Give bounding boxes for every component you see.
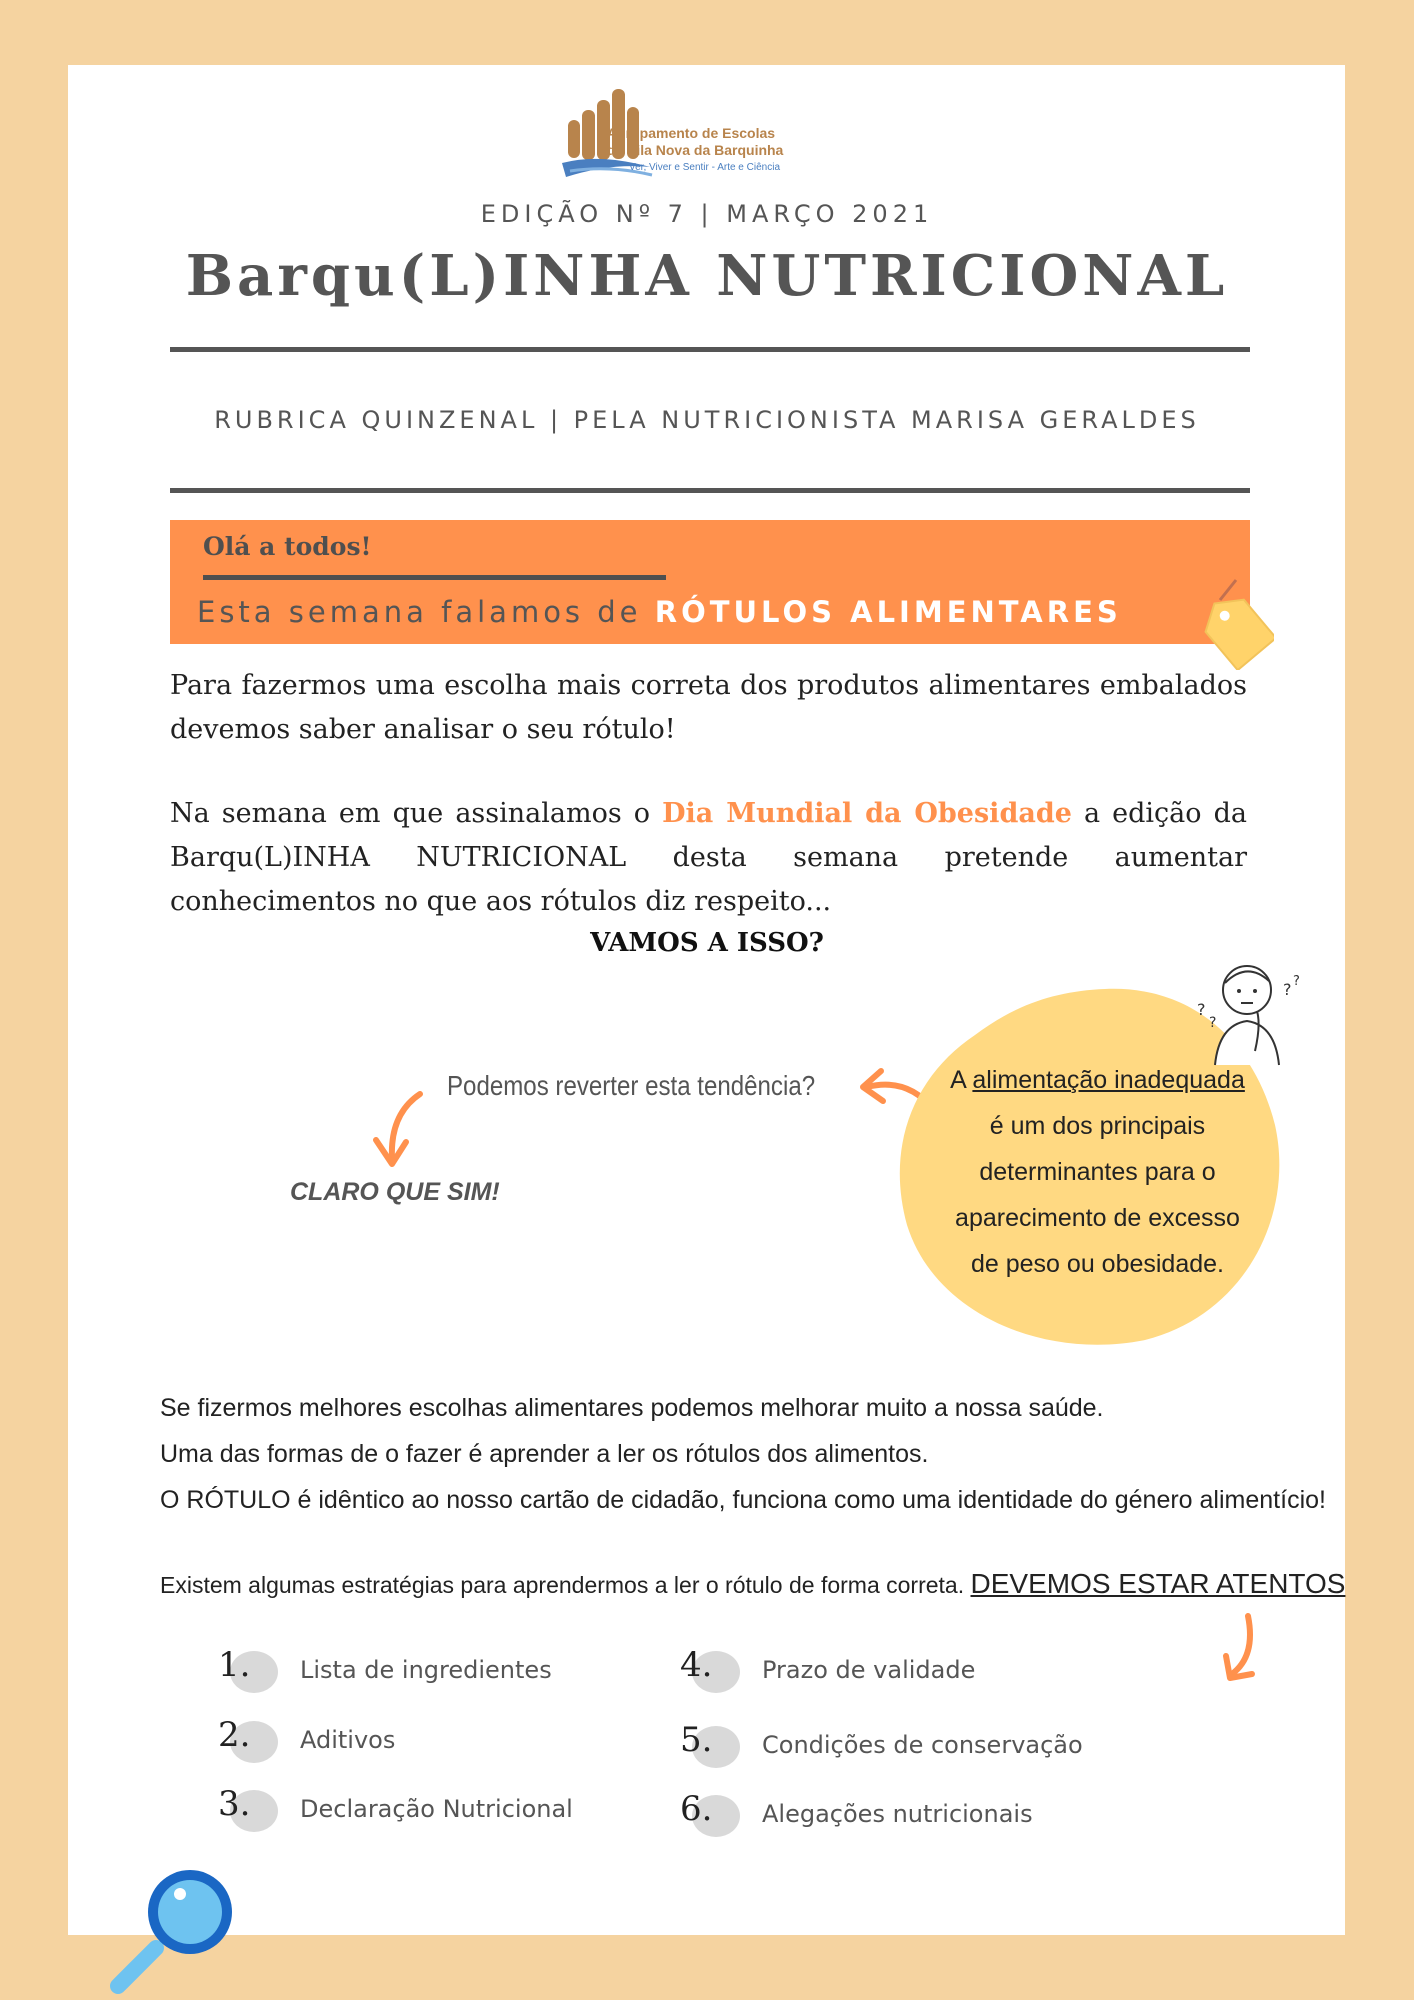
body-line-3: O RÓTULO é idêntico ao nosso cartão de cidadão, funciona como uma identidade do género alimentício! bbox=[160, 1486, 1326, 1514]
blob-underlined: alimentação inadequada bbox=[972, 1066, 1245, 1094]
svg-text:?: ? bbox=[1209, 1015, 1217, 1031]
list-item bbox=[680, 1720, 1083, 1770]
list-label: Prazo de validade bbox=[762, 1656, 976, 1684]
thinking-person-icon bbox=[1195, 955, 1305, 1095]
school-logo-text bbox=[607, 125, 783, 176]
intro-p2-end: a edição da Barqu(L)INHA NUTRICIONAL desta semana pretende aumentar conhecimentos no que aos rótulos diz respeito... bbox=[170, 798, 1247, 917]
list-item bbox=[218, 1784, 573, 1834]
list-number-badge bbox=[680, 1645, 760, 1695]
call-to-action: VAMOS A ISSO? bbox=[590, 928, 824, 958]
curved-arrow-down-icon bbox=[368, 1088, 428, 1170]
list-label: Alegações nutricionais bbox=[762, 1800, 1033, 1828]
price-tag-icon bbox=[1196, 578, 1274, 670]
list-label: Condições de conservação bbox=[762, 1731, 1083, 1759]
list-number-badge bbox=[218, 1784, 298, 1834]
banner-underline bbox=[203, 575, 666, 580]
list-label: Aditivos bbox=[300, 1726, 396, 1754]
list-item bbox=[218, 1645, 552, 1695]
body-line-2: Uma das formas de o fazer é aprender a ler os rótulos dos alimentos. bbox=[160, 1440, 929, 1468]
intro-paragraph-2 bbox=[170, 792, 1247, 924]
svg-text:?: ? bbox=[1293, 974, 1300, 989]
strategies-line bbox=[160, 1568, 1345, 1600]
newsletter-title: Barqu(L)INHA NUTRICIONAL bbox=[185, 243, 1229, 309]
body-line-1: Se fizermos melhores escolhas alimentares podemos melhorar muito a nossa saúde. bbox=[160, 1394, 1104, 1422]
intro-p2-start: Na semana em que assinalamos o bbox=[170, 798, 663, 829]
strategies-emphasis: DEVEMOS ESTAR ATENTOS bbox=[970, 1568, 1346, 1599]
list-number: 1. bbox=[218, 1645, 251, 1685]
list-number: 4. bbox=[680, 1645, 713, 1685]
blob-prefix: A bbox=[950, 1066, 973, 1094]
banner-subtitle-highlight: RÓTULOS ALIMENTARES bbox=[654, 595, 1122, 629]
top-divider bbox=[170, 347, 1250, 352]
list-item bbox=[218, 1715, 395, 1765]
list-label: Declaração Nutricional bbox=[300, 1795, 573, 1823]
question-text: Podemos reverter esta tendência? bbox=[447, 1070, 816, 1101]
intro-paragraph-1: Para fazermos uma escolha mais correta dos produtos alimentares embalados devemos saber analisar o seu rótulo! bbox=[170, 670, 1247, 745]
bottom-divider bbox=[170, 488, 1250, 493]
list-item bbox=[680, 1789, 1033, 1839]
body-text bbox=[160, 1385, 1326, 1523]
list-number: 6. bbox=[680, 1789, 713, 1829]
logo-line2: de Vila Nova da Barquinha bbox=[607, 142, 784, 158]
logo-line1: Agrupamento de Escolas bbox=[607, 125, 776, 141]
logo-tagline: Ver, Viver e Sentir - Arte e Ciência bbox=[629, 162, 781, 173]
rubric-line: RUBRICA QUINZENAL | PELA NUTRICIONISTA MARISA GERALDES bbox=[214, 406, 1200, 434]
obesity-day-highlight: Dia Mundial da Obesidade bbox=[662, 798, 1072, 829]
list-item bbox=[680, 1645, 975, 1695]
magnifying-glass-icon bbox=[108, 1860, 243, 1995]
list-number-badge bbox=[218, 1715, 298, 1765]
banner-subtitle-prefix: Esta semana falamos de bbox=[197, 595, 655, 629]
list-number-badge bbox=[680, 1720, 760, 1770]
list-number: 2. bbox=[218, 1715, 251, 1755]
list-label: Lista de ingredientes bbox=[300, 1656, 552, 1684]
answer-text: CLARO QUE SIM! bbox=[290, 1178, 500, 1206]
list-number: 5. bbox=[680, 1720, 713, 1760]
svg-text:?: ? bbox=[1283, 980, 1292, 999]
svg-text:?: ? bbox=[1197, 1000, 1206, 1019]
strategies-text: Existem algumas estratégias para aprendermos a ler o rótulo de forma correta. bbox=[160, 1572, 971, 1598]
list-number: 3. bbox=[218, 1784, 251, 1824]
blob-rest: é um dos principais determinantes para o aparecimento de excesso de peso ou obesidade. bbox=[955, 1112, 1240, 1278]
banner-greeting: Olá a todos! bbox=[203, 532, 372, 561]
banner-subtitle bbox=[197, 595, 1122, 629]
curved-arrow-down-right-icon bbox=[1218, 1612, 1258, 1692]
edition-line: EDIÇÃO Nº 7 | MARÇO 2021 bbox=[480, 200, 934, 228]
list-number-badge bbox=[218, 1645, 298, 1695]
list-number-badge bbox=[680, 1789, 760, 1839]
